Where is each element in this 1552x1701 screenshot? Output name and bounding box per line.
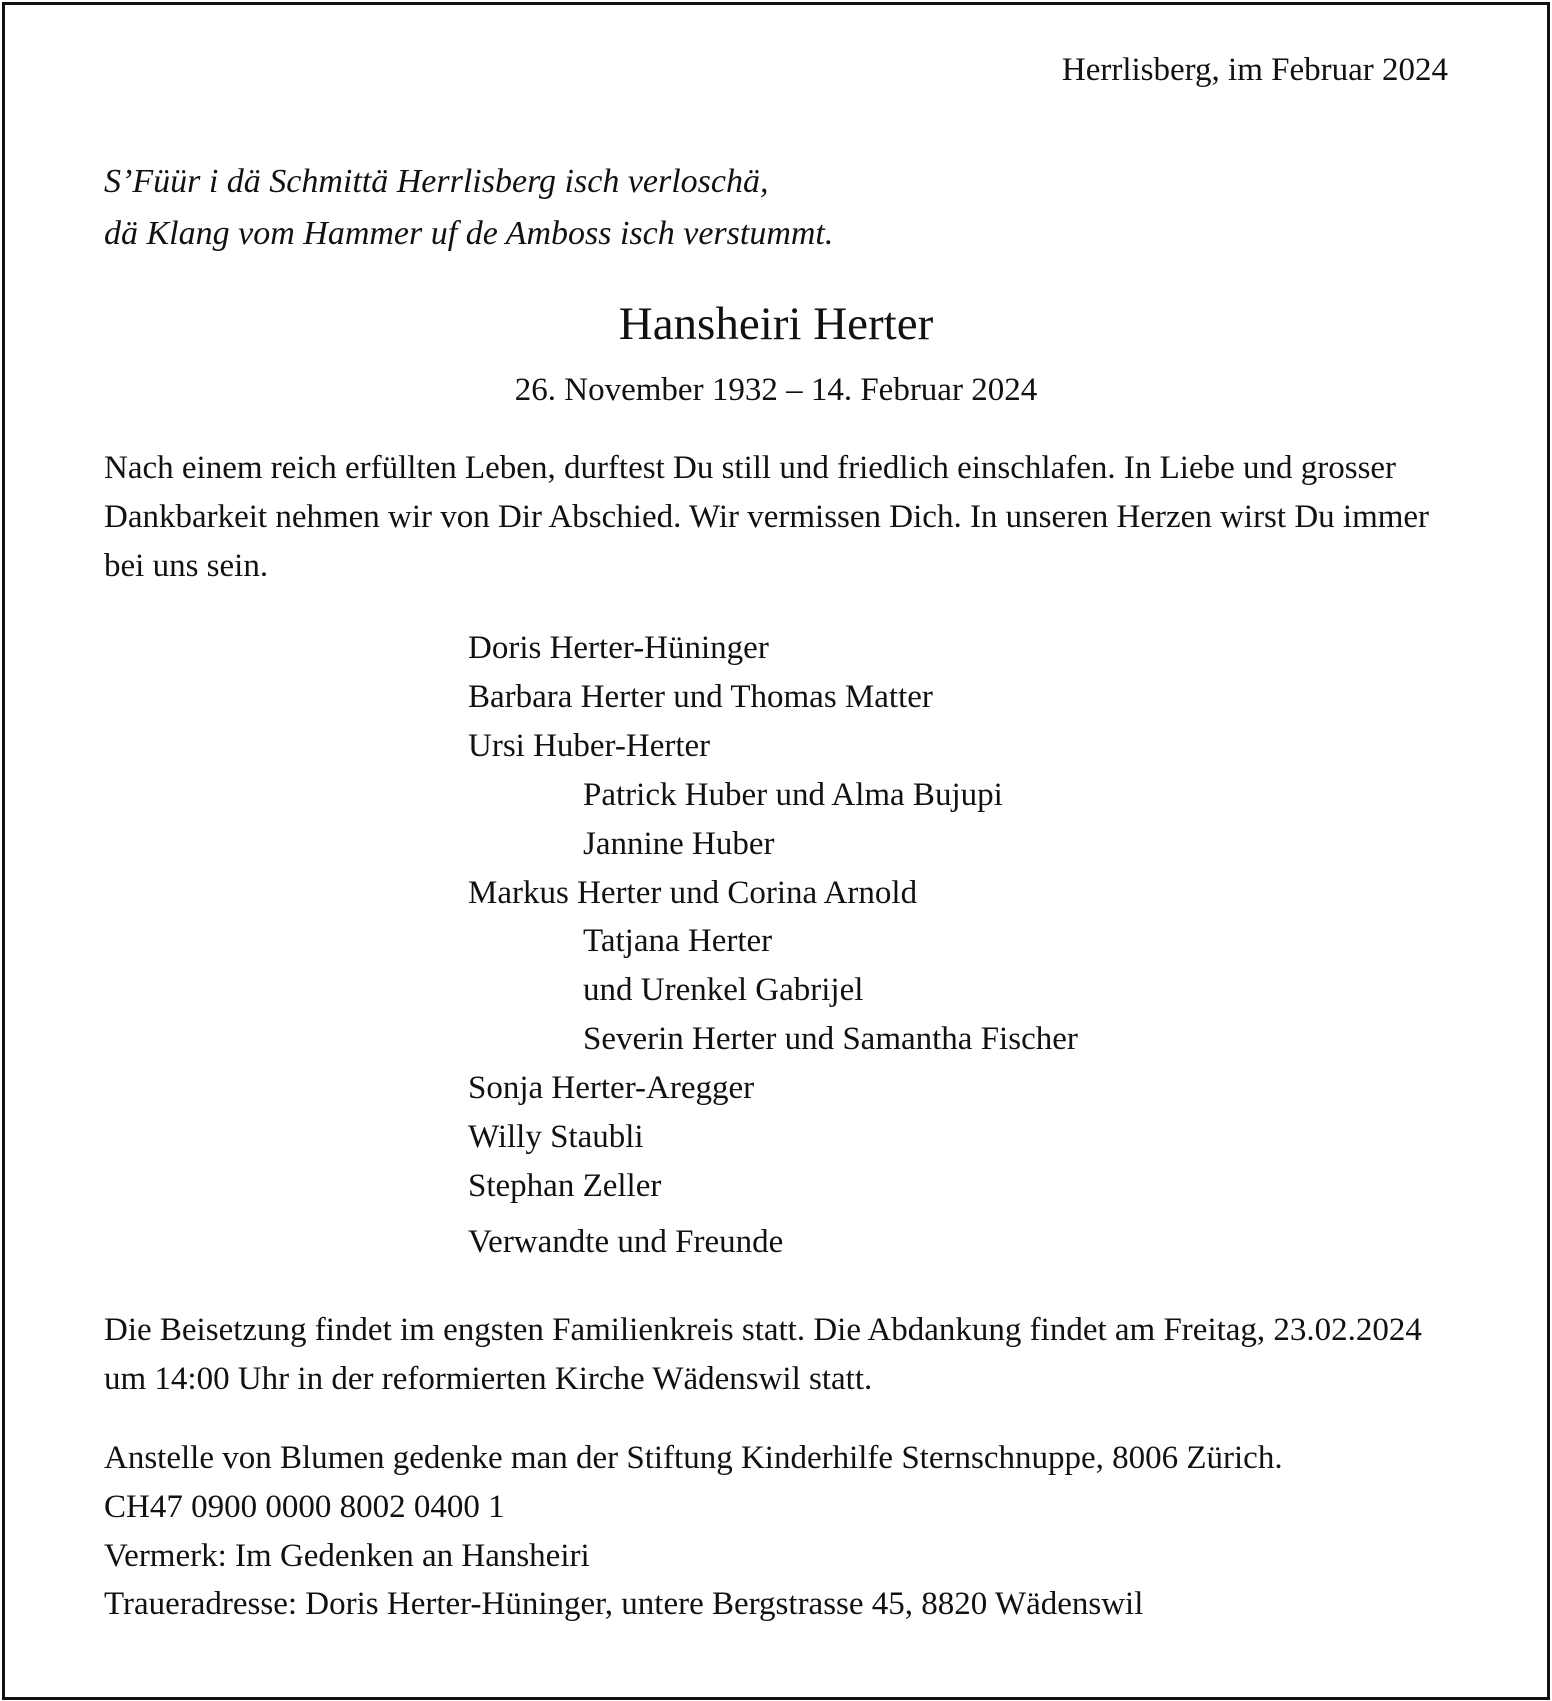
motto-verse (104, 156, 833, 260)
motto-line: S’Füür i dä Schmittä Herrlisberg isch verloschä, (104, 163, 769, 200)
mourner-name: Sonja Herter-Aregger (468, 1070, 755, 1107)
place-date: Herrlisberg, im Februar 2024 (1061, 52, 1448, 88)
mourner-name: Jannine Huber (583, 825, 775, 862)
mourner-name: Willy Staubli (468, 1119, 644, 1156)
mourner-name: Doris Herter-Hüninger (468, 630, 769, 666)
mourner-name: Severin Herter und Samantha Fischer (583, 1021, 1078, 1058)
mourner-name: und Urenkel Gabrijel (583, 972, 864, 1009)
mourners-list (468, 624, 1078, 1211)
life-dates: 26. November 1932 – 14. Februar 2024 (514, 372, 1038, 408)
donation-note: Vermerk: Im Gedenken an Hansheiri (104, 1538, 590, 1574)
donation-iban: CH47 0900 0000 8002 0400 1 (104, 1489, 505, 1525)
farewell-message: Nach einem reich erfüllten Leben, durftest Du still und friedlich einschlafen. In Liebe und grosser Dankbarkeit nehmen wir von Dir Abschied. Wir vermissen Dich. In unseren Herzen wirst Du immer bei uns sein. (104, 450, 1430, 584)
mourning-address: Traueradresse: Doris Herter-Hüninger, untere Bergstrasse 45, 8820 Wädenswil (104, 1586, 1144, 1622)
mourner-name: Ursi Huber-Herter (468, 727, 711, 764)
mourner-name: Tatjana Herter (583, 923, 773, 960)
mourner-name: Barbara Herter und Thomas Matter (468, 678, 933, 715)
motto-line: dä Klang vom Hammer uf de Amboss isch verstummt. (104, 215, 834, 252)
donation-info (104, 1434, 1283, 1581)
relatives-and-friends: Verwandte und Freunde (468, 1224, 784, 1260)
mourner-name: Patrick Huber und Alma Bujupi (583, 776, 1003, 813)
funeral-info: Die Beisetzung findet im engsten Familienkreis statt. Die Abdankung findet am Freitag, 23.02.2024 um 14:00 Uhr in der reformierten Kirche Wädenswil statt. (104, 1312, 1422, 1397)
mourner-name: Markus Herter und Corina Arnold (468, 874, 918, 911)
deceased-name: Hansheiri Herter (618, 298, 934, 350)
mourner-name: Stephan Zeller (468, 1167, 662, 1204)
donation-line: Anstelle von Blumen gedenke man der Stiftung Kinderhilfe Sternschnuppe, 8006 Zürich. (104, 1440, 1283, 1476)
